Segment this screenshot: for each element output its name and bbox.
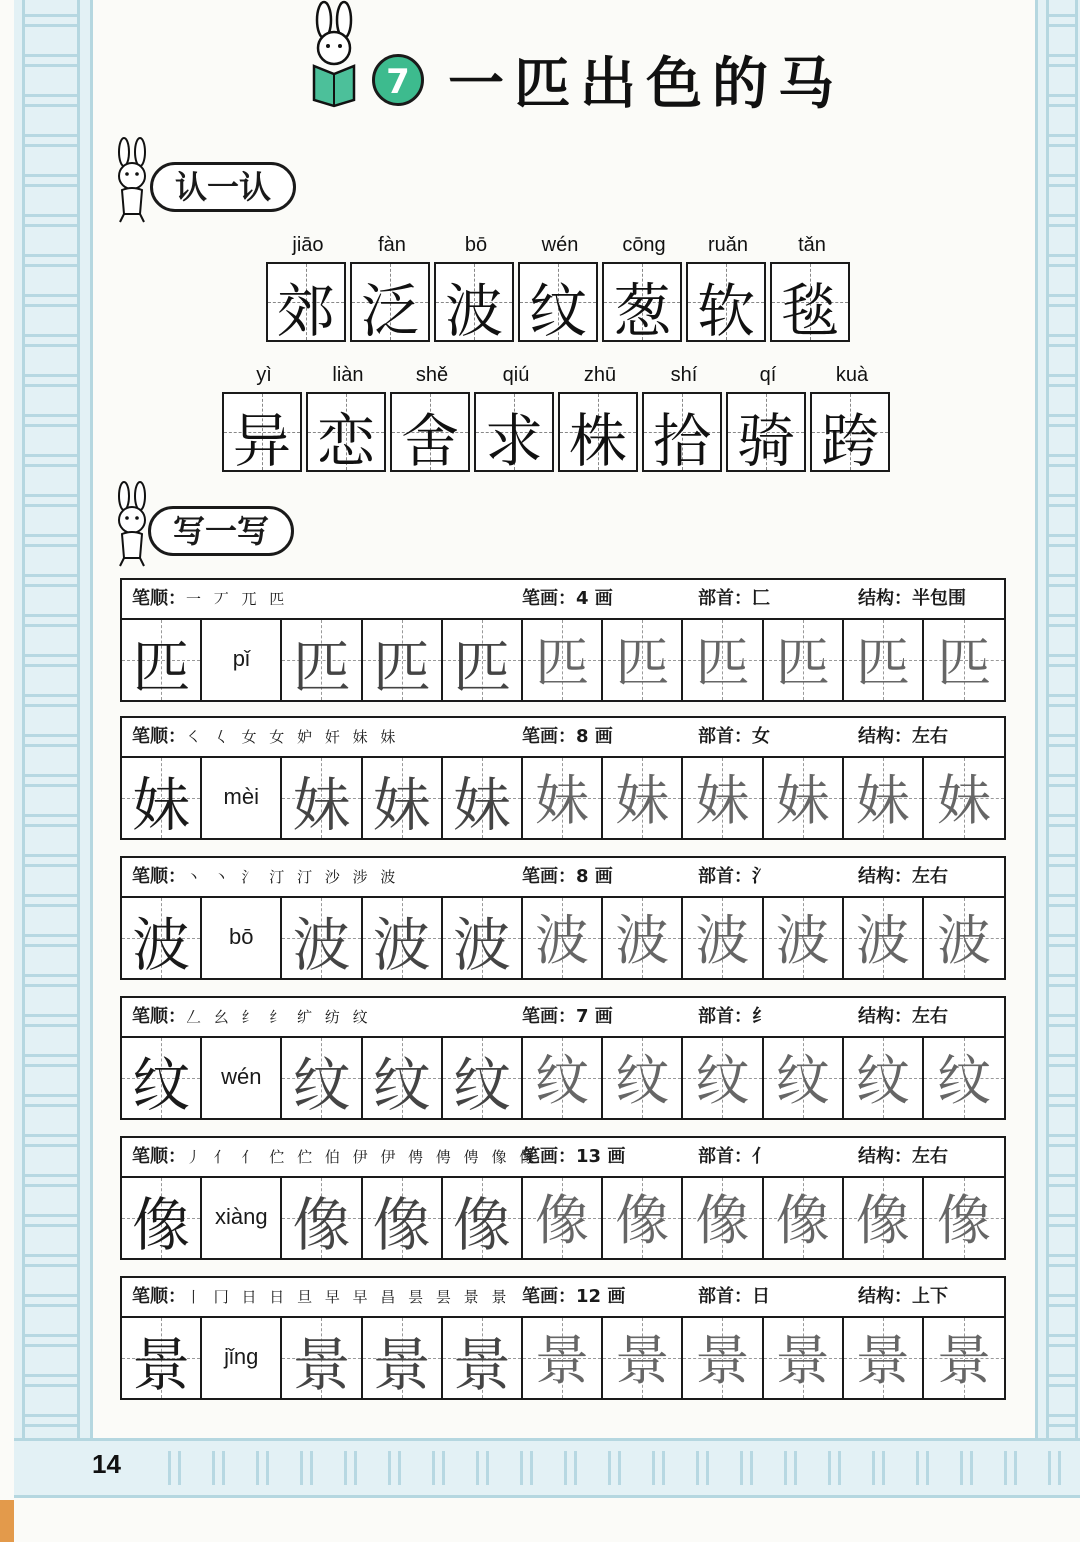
practice-cell — [844, 1178, 924, 1258]
model-character: 像 — [132, 1191, 191, 1259]
practice-cell — [523, 620, 603, 700]
practice-cell — [282, 1318, 362, 1398]
practice-cell — [924, 1318, 1004, 1398]
structure-value: 左右 — [912, 1146, 948, 1167]
practice-cell — [363, 1178, 443, 1258]
handwritten-character: 妹 — [615, 769, 670, 832]
model-character: 妹 — [132, 771, 191, 839]
handwritten-character: 匹 — [372, 633, 431, 701]
recognize-item — [350, 228, 434, 345]
practice-cell — [282, 1178, 362, 1258]
pinyin: jǐng — [224, 1344, 259, 1369]
practice-cell — [443, 758, 523, 838]
stroke-count-label: 笔画： — [522, 726, 576, 747]
pinyin: ruǎn — [707, 234, 749, 256]
character: 泛 — [360, 277, 419, 345]
handwritten-character: 妹 — [372, 771, 431, 839]
practice-cell — [844, 758, 924, 838]
model-character-cell — [122, 1038, 202, 1118]
handwritten-character: 像 — [535, 1189, 590, 1252]
stroke-order-field — [132, 998, 372, 1036]
practice-cell — [764, 758, 844, 838]
practice-cell — [523, 758, 603, 838]
practice-cell — [603, 758, 683, 838]
handwritten-character: 匹 — [775, 631, 830, 694]
handwritten-character: 妹 — [855, 769, 910, 832]
practice-cell — [683, 1318, 763, 1398]
character: 郊 — [276, 277, 335, 345]
handwritten-character: 妹 — [452, 771, 511, 839]
practice-cell — [363, 758, 443, 838]
practice-cell — [683, 758, 763, 838]
handwritten-character: 妹 — [535, 769, 590, 832]
pinyin: pǐ — [232, 646, 250, 671]
structure-field — [858, 718, 948, 756]
handwritten-character: 匹 — [292, 633, 351, 701]
stroke-count-field — [522, 580, 613, 618]
handwritten-character: 波 — [615, 909, 670, 972]
recognize-item — [770, 228, 854, 345]
character: 毯 — [780, 277, 839, 345]
stroke-order-value: 一 丆 兀 匹 — [186, 590, 289, 608]
practice-cell — [764, 1038, 844, 1118]
handwritten-character: 纹 — [615, 1049, 670, 1112]
pinyin: zhū — [583, 364, 617, 386]
practice-cell — [603, 620, 683, 700]
practice-cell — [282, 1038, 362, 1118]
model-character-cell — [122, 1178, 202, 1258]
pinyin-cell — [202, 758, 282, 838]
stroke-order-value: 丨 冂 日 日 旦 早 早 昌 昙 昙 景 景 — [186, 1288, 511, 1306]
pinyin-cell — [202, 1318, 282, 1398]
structure-value: 左右 — [912, 1006, 948, 1027]
character: 株 — [568, 407, 627, 475]
practice-cell — [282, 620, 362, 700]
practice-cell — [764, 1178, 844, 1258]
handwritten-character: 像 — [452, 1191, 511, 1259]
practice-cell — [603, 1178, 683, 1258]
stroke-info-bar — [122, 858, 1004, 898]
practice-cell — [603, 1038, 683, 1118]
practice-cell — [523, 1038, 603, 1118]
writing-row-2 — [120, 716, 1006, 840]
pinyin: mèi — [223, 784, 259, 809]
stroke-count-value: 12 画 — [576, 1286, 626, 1307]
practice-cell — [844, 898, 924, 978]
handwritten-character: 像 — [372, 1191, 431, 1259]
handwritten-character: 景 — [936, 1329, 991, 1392]
practice-cell — [363, 898, 443, 978]
handwritten-character: 波 — [372, 911, 431, 979]
handwritten-character: 景 — [615, 1329, 670, 1392]
recognize-item — [558, 358, 642, 475]
stroke-order-value: ㇛ 𡿨 女 女 妒 奸 妹 妹 — [186, 728, 400, 746]
writing-row-4 — [120, 996, 1006, 1120]
handwritten-character: 妹 — [936, 769, 991, 832]
handwritten-character: 波 — [695, 909, 750, 972]
practice-cell — [282, 898, 362, 978]
stroke-order-label: 笔顺： — [132, 1006, 186, 1027]
handwritten-character: 像 — [695, 1189, 750, 1252]
radical-label: 部首： — [698, 866, 752, 887]
handwritten-character: 纹 — [372, 1051, 431, 1119]
radical-label: 部首： — [698, 1146, 752, 1167]
pinyin: jiāo — [292, 234, 324, 256]
character: 舍 — [400, 407, 459, 475]
practice-cell — [443, 1318, 523, 1398]
recognize-item — [434, 228, 518, 345]
practice-cell — [523, 1178, 603, 1258]
character: 恋 — [316, 407, 375, 475]
stroke-count-value: 4 画 — [576, 588, 613, 609]
handwritten-character: 匹 — [452, 633, 511, 701]
structure-field — [858, 858, 948, 896]
handwritten-character: 像 — [292, 1191, 351, 1259]
model-character-cell — [122, 1318, 202, 1398]
stroke-count-label: 笔画： — [522, 588, 576, 609]
handwritten-character: 纹 — [855, 1049, 910, 1112]
pinyin: kuà — [835, 364, 869, 386]
handwritten-character: 景 — [452, 1331, 511, 1399]
stroke-order-field — [132, 718, 399, 756]
handwritten-character: 纹 — [775, 1049, 830, 1112]
practice-cell — [683, 898, 763, 978]
practice-cell — [282, 758, 362, 838]
stroke-order-value: 丿 亻 亻 伫 伫 伯 伊 伊 俜 俜 俜 像 像 — [186, 1148, 539, 1166]
model-character-cell — [122, 898, 202, 978]
structure-field — [858, 1278, 948, 1316]
handwritten-character: 波 — [452, 911, 511, 979]
pinyin: bō — [229, 924, 254, 949]
radical-value: 匚 — [752, 588, 770, 609]
radical-field — [698, 1138, 770, 1176]
section-label-recognize: 认一认 — [150, 162, 296, 212]
stroke-order-label: 笔顺： — [132, 1146, 186, 1167]
radical-field — [698, 1278, 770, 1316]
stroke-count-field — [522, 998, 613, 1036]
practice-cell — [523, 898, 603, 978]
practice-cell — [683, 1038, 763, 1118]
handwritten-character: 像 — [936, 1189, 991, 1252]
pinyin: qí — [759, 364, 777, 386]
pinyin: qiú — [502, 364, 530, 386]
practice-cell — [363, 620, 443, 700]
handwritten-character: 像 — [615, 1189, 670, 1252]
lesson-number-badge: 7 — [372, 54, 424, 106]
handwritten-character: 匹 — [936, 631, 991, 694]
pinyin: yì — [256, 364, 272, 386]
writing-row-6 — [120, 1276, 1006, 1400]
handwritten-character: 像 — [855, 1189, 910, 1252]
radical-label: 部首： — [698, 588, 752, 609]
handwritten-character: 景 — [372, 1331, 431, 1399]
practice-cell — [924, 1038, 1004, 1118]
stroke-info-bar — [122, 998, 1004, 1038]
practice-cell — [363, 1038, 443, 1118]
pinyin: liàn — [332, 364, 364, 386]
model-character: 纹 — [132, 1051, 191, 1119]
recognize-item — [390, 358, 474, 475]
model-character: 波 — [132, 911, 191, 979]
handwritten-character: 波 — [535, 909, 590, 972]
handwritten-character: 纹 — [452, 1051, 511, 1119]
radical-field — [698, 718, 770, 756]
stroke-order-value: 𠃋 幺 纟 纟 纩 纺 纹 — [186, 1008, 372, 1026]
radical-value: 日 — [752, 1286, 770, 1307]
radical-value: 纟 — [752, 1006, 770, 1027]
structure-value: 上下 — [912, 1286, 948, 1307]
handwritten-character: 景 — [775, 1329, 830, 1392]
practice-cell — [844, 1318, 924, 1398]
recognize-item — [518, 228, 602, 345]
practice-cell — [764, 620, 844, 700]
radical-field — [698, 580, 770, 618]
practice-cell — [443, 1178, 523, 1258]
page-number: 14 — [92, 1449, 121, 1479]
stroke-order-label: 笔顺： — [132, 866, 186, 887]
handwritten-character: 妹 — [292, 771, 351, 839]
practice-cell — [443, 1038, 523, 1118]
character: 拾 — [652, 407, 711, 475]
handwritten-character: 妹 — [695, 769, 750, 832]
character: 纹 — [528, 277, 587, 345]
structure-label: 结构： — [858, 588, 912, 609]
recognize-item — [306, 358, 390, 475]
page-corner-mark — [0, 1500, 14, 1542]
structure-label: 结构： — [858, 726, 912, 747]
structure-label: 结构： — [858, 1006, 912, 1027]
structure-value: 左右 — [912, 866, 948, 887]
practice-cell — [523, 1318, 603, 1398]
handwritten-character: 纹 — [695, 1049, 750, 1112]
structure-field — [858, 998, 948, 1036]
pinyin: shě — [415, 364, 449, 386]
recognize-item — [726, 358, 810, 475]
section-label-write: 写一写 — [148, 506, 294, 556]
stroke-count-value: 13 画 — [576, 1146, 626, 1167]
recognize-item — [602, 228, 686, 345]
practice-cell — [924, 758, 1004, 838]
practice-cell — [443, 898, 523, 978]
stroke-order-field — [132, 1138, 538, 1176]
practice-cell — [443, 620, 523, 700]
stroke-count-value: 8 画 — [576, 726, 613, 747]
radical-label: 部首： — [698, 1286, 752, 1307]
practice-cell — [683, 1178, 763, 1258]
radical-value: 女 — [752, 726, 770, 747]
handwritten-character: 匹 — [615, 631, 670, 694]
recognize-row-1 — [266, 228, 854, 345]
recognize-item — [810, 358, 894, 475]
pinyin: wén — [221, 1064, 262, 1089]
stroke-count-value: 8 画 — [576, 866, 613, 887]
handwritten-character: 匹 — [535, 631, 590, 694]
radical-field — [698, 858, 770, 896]
handwritten-character: 景 — [695, 1329, 750, 1392]
recognize-item — [266, 228, 350, 345]
structure-value: 左右 — [912, 726, 948, 747]
stroke-order-field — [132, 858, 399, 896]
character: 异 — [232, 407, 291, 475]
practice-cell — [924, 898, 1004, 978]
structure-value: 半包围 — [912, 588, 966, 609]
recognize-item — [642, 358, 726, 475]
pinyin: cōng — [622, 234, 666, 256]
pinyin-cell — [202, 620, 282, 700]
radical-label: 部首： — [698, 726, 752, 747]
decorative-border-bottom — [14, 1438, 1080, 1498]
practice-cell — [603, 1318, 683, 1398]
stroke-count-label: 笔画： — [522, 1006, 576, 1027]
pinyin: shí — [670, 364, 698, 386]
writing-row-3 — [120, 856, 1006, 980]
decorative-border-left — [14, 0, 93, 1440]
handwritten-character: 波 — [855, 909, 910, 972]
stroke-info-bar — [122, 1278, 1004, 1318]
pinyin-cell — [202, 1178, 282, 1258]
practice-cell — [603, 898, 683, 978]
handwritten-character: 匹 — [855, 631, 910, 694]
writing-row-1 — [120, 578, 1006, 702]
model-character: 景 — [132, 1331, 191, 1399]
recognize-item — [222, 358, 306, 475]
character: 波 — [444, 277, 503, 345]
handwritten-character: 波 — [936, 909, 991, 972]
handwritten-character: 匹 — [695, 631, 750, 694]
decorative-border-right — [1035, 0, 1080, 1440]
handwritten-character: 景 — [855, 1329, 910, 1392]
stroke-order-label: 笔顺： — [132, 726, 186, 747]
stroke-info-bar — [122, 1138, 1004, 1178]
pinyin: wén — [541, 234, 579, 256]
model-character-cell — [122, 620, 202, 700]
pinyin: xiàng — [214, 1204, 268, 1229]
character: 求 — [484, 407, 543, 475]
stroke-count-value: 7 画 — [576, 1006, 613, 1027]
practice-cell — [363, 1318, 443, 1398]
handwritten-character: 波 — [775, 909, 830, 972]
handwritten-character: 纹 — [936, 1049, 991, 1112]
stroke-count-field — [522, 1138, 625, 1176]
stroke-count-field — [522, 858, 613, 896]
pinyin: tǎn — [798, 234, 826, 256]
radical-value: 亻 — [752, 1146, 770, 1167]
rabbit-reading-icon — [300, 0, 370, 110]
radical-label: 部首： — [698, 1006, 752, 1027]
practice-cell — [844, 620, 924, 700]
recognize-item — [686, 228, 770, 345]
handwritten-character: 纹 — [535, 1049, 590, 1112]
stroke-order-value: 丶 丶 氵 汀 汀 沙 涉 波 — [186, 868, 400, 886]
pinyin-cell — [202, 1038, 282, 1118]
structure-field — [858, 580, 966, 618]
character: 软 — [696, 277, 755, 345]
stroke-order-field — [132, 580, 288, 618]
practice-cell — [683, 620, 763, 700]
pinyin: fàn — [378, 234, 406, 256]
model-character-cell — [122, 758, 202, 838]
stroke-count-label: 笔画： — [522, 1146, 576, 1167]
handwritten-character: 像 — [775, 1189, 830, 1252]
structure-label: 结构： — [858, 1286, 912, 1307]
stroke-info-bar — [122, 718, 1004, 758]
recognize-row-2 — [222, 358, 894, 475]
writing-row-5 — [120, 1136, 1006, 1260]
practice-cell — [764, 1318, 844, 1398]
practice-cell — [924, 620, 1004, 700]
pinyin-cell — [202, 898, 282, 978]
practice-cell — [844, 1038, 924, 1118]
recognize-item — [474, 358, 558, 475]
handwritten-character: 景 — [292, 1331, 351, 1399]
radical-value: 氵 — [752, 866, 770, 887]
stroke-order-field — [132, 1278, 510, 1316]
model-character: 匹 — [132, 633, 191, 701]
practice-cell — [924, 1178, 1004, 1258]
pinyin: bō — [464, 234, 488, 256]
stroke-count-label: 笔画： — [522, 866, 576, 887]
practice-cell — [764, 898, 844, 978]
stroke-count-field — [522, 1278, 625, 1316]
handwritten-character: 妹 — [775, 769, 830, 832]
stroke-order-label: 笔顺： — [132, 1286, 186, 1307]
structure-label: 结构： — [858, 866, 912, 887]
lesson-title: 一匹出色的马 — [448, 52, 844, 117]
character: 葱 — [612, 277, 671, 345]
stroke-info-bar — [122, 580, 1004, 620]
character: 骑 — [736, 407, 795, 475]
structure-field — [858, 1138, 948, 1176]
stroke-order-label: 笔顺： — [132, 588, 186, 609]
stroke-count-label: 笔画： — [522, 1286, 576, 1307]
handwritten-character: 景 — [535, 1329, 590, 1392]
structure-label: 结构： — [858, 1146, 912, 1167]
handwritten-character: 纹 — [292, 1051, 351, 1119]
radical-field — [698, 998, 770, 1036]
character: 跨 — [820, 407, 879, 475]
handwritten-character: 波 — [292, 911, 351, 979]
stroke-count-field — [522, 718, 613, 756]
